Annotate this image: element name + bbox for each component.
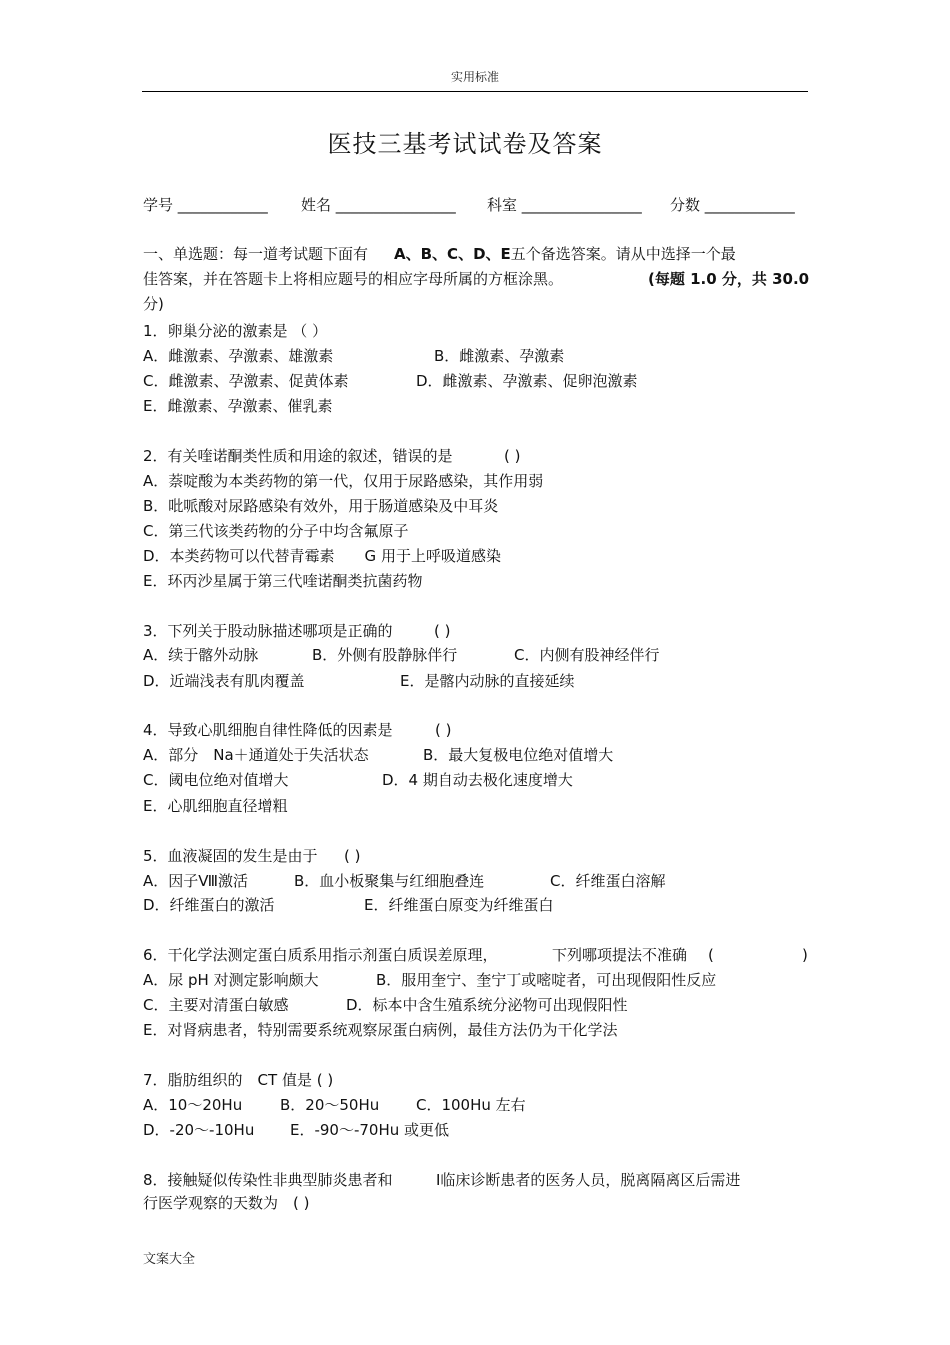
instructions-line-3: 分): [143, 295, 164, 313]
question-4-bracket: ( ): [435, 721, 452, 739]
student-id-field: 学号 ____________: [143, 196, 268, 214]
page-header: 实用标准: [450, 70, 499, 84]
question-5-option-b: B．血小板聚集与红细胞叠连: [294, 872, 485, 890]
department-field: 科室 ________________: [487, 196, 642, 214]
question-8-stem-line-2: 行医学观察的天数为 ( ): [143, 1194, 310, 1212]
name-field: 姓名 ________________: [301, 196, 456, 214]
question-8-stem: 8．接触疑似传染性非典型肺炎患者和: [143, 1171, 393, 1189]
question-7-option-d: D．-20～-10Hu: [143, 1121, 255, 1139]
question-3-stem: 3．下列关于股动脉描述哪项是正确的: [143, 622, 393, 640]
question-5-option-e: E．纤维蛋白原变为纤维蛋白: [364, 896, 554, 914]
instructions-line-1: [143, 244, 736, 264]
question-2-option-d: D．本类药物可以代替青霉素 G 用于上呼吸道感染: [143, 547, 501, 565]
question-6-bracket-close: ): [802, 946, 808, 964]
question-7-stem: 7．脂肪组织的 CT 值是 ( ): [143, 1071, 334, 1089]
question-4-option-b: B．最大复极电位绝对值增大: [423, 746, 614, 764]
question-3-option-e: E．是髂内动脉的直接延续: [400, 672, 575, 690]
instructions-points: (每题 1.0 分，共 30.0: [648, 270, 810, 288]
header-rule: [142, 91, 808, 92]
question-1-option-a: A．雌激素、孕激素、雄激素: [143, 347, 334, 365]
question-6-option-b: B．服用奎宁、奎宁丁或嘧啶者，可出现假阳性反应: [376, 971, 717, 989]
question-5-bracket: ( ): [344, 847, 361, 865]
question-6-stem: 6．干化学法测定蛋白质系用指示剂蛋白质误差原理，: [143, 946, 498, 964]
instructions-line-2: [143, 269, 563, 289]
question-2-option-c: C．第三代该类药物的分子中均含氟原子: [143, 522, 409, 540]
question-5-option-a: A．因子Ⅷ激活: [143, 872, 249, 890]
question-4-option-a: A．部分 Na＋通道处于失活状态: [143, 746, 369, 764]
page-footer: 文案大全: [143, 1252, 196, 1267]
question-2-stem: 2．有关喹诺酮类性质和用途的叙述，错误的是: [143, 447, 453, 465]
instructions-line-2-text: 佳答案，并在答题卡上将相应题号的相应字母所属的方框涂黑。: [143, 270, 564, 288]
question-6-option-c: C．主要对清蛋白敏感: [143, 996, 289, 1014]
page-title: 医技三基考试试卷及答案: [327, 130, 603, 158]
score-field: 分数 ____________: [670, 196, 795, 214]
question-2-option-a: A．萘啶酸为本类药物的第一代，仅用于尿路感染，其作用弱: [143, 472, 544, 490]
question-5-option-d: D．纤维蛋白的激活: [143, 896, 275, 914]
question-2-bracket: ( ): [504, 447, 521, 465]
question-3-option-b: B．外侧有股静脉伴行: [312, 646, 458, 664]
instructions-intro: 一、单选题：每一道考试题下面有: [143, 245, 369, 263]
question-3-option-a: A．续于髂外动脉: [143, 646, 259, 664]
instructions-options: A、B、C、D、E: [394, 245, 511, 263]
question-6-option-a: A．尿 pH 对测定影响颇大: [143, 971, 319, 989]
question-1-option-c: C．雌激素、孕激素、促黄体素: [143, 372, 349, 390]
question-1-stem: 1．卵巢分泌的激素是 （ ）: [143, 322, 328, 340]
question-4-option-c: C．阈电位绝对值增大: [143, 771, 289, 789]
question-3-option-c: C．内侧有股神经伴行: [514, 646, 660, 664]
question-6-option-e: E．对肾病患者，特别需要系统观察尿蛋白病例，最佳方法仍为干化学法: [143, 1021, 618, 1039]
question-6-stem-cont: 下列哪项提法不准确: [552, 946, 688, 964]
question-6-bracket-open: (: [708, 946, 714, 964]
question-5-stem: 5．血液凝固的发生是由于: [143, 847, 318, 865]
question-4-option-e: E．心肌细胞直径增粗: [143, 797, 288, 815]
question-4-option-d: D．4 期自动去极化速度增大: [382, 771, 573, 789]
question-1-option-b: B．雌激素、孕激素: [434, 347, 565, 365]
question-8-stem-cont: Ⅰ临床诊断患者的医务人员，脱离隔离区后需进: [436, 1171, 741, 1189]
question-6-option-d: D．标本中含生殖系统分泌物可出现假阳性: [346, 996, 628, 1014]
question-7-option-b: B．20～50Hu: [280, 1096, 380, 1114]
question-3-bracket: ( ): [434, 622, 451, 640]
question-2-option-e: E．环丙沙星属于第三代喹诺酮类抗菌药物: [143, 572, 423, 590]
question-1-option-d: D．雌激素、孕激素、促卵泡激素: [416, 372, 638, 390]
instructions-intro-cont: 五个备选答案。请从中选择一个最: [510, 245, 736, 263]
question-7-option-e: E．-90～-70Hu 或更低: [290, 1121, 450, 1139]
question-4-stem: 4．导致心肌细胞自律性降低的因素是: [143, 721, 393, 739]
question-3-option-d: D．近端浅表有肌肉覆盖: [143, 672, 305, 690]
question-7-option-c: C．100Hu 左右: [416, 1096, 526, 1114]
question-2-option-b: B．吡哌酸对尿路感染有效外，用于肠道感染及中耳炎: [143, 497, 499, 515]
question-1-option-e: E．雌激素、孕激素、催乳素: [143, 397, 333, 415]
question-5-option-c: C．纤维蛋白溶解: [550, 872, 666, 890]
question-7-option-a: A．10～20Hu: [143, 1096, 243, 1114]
